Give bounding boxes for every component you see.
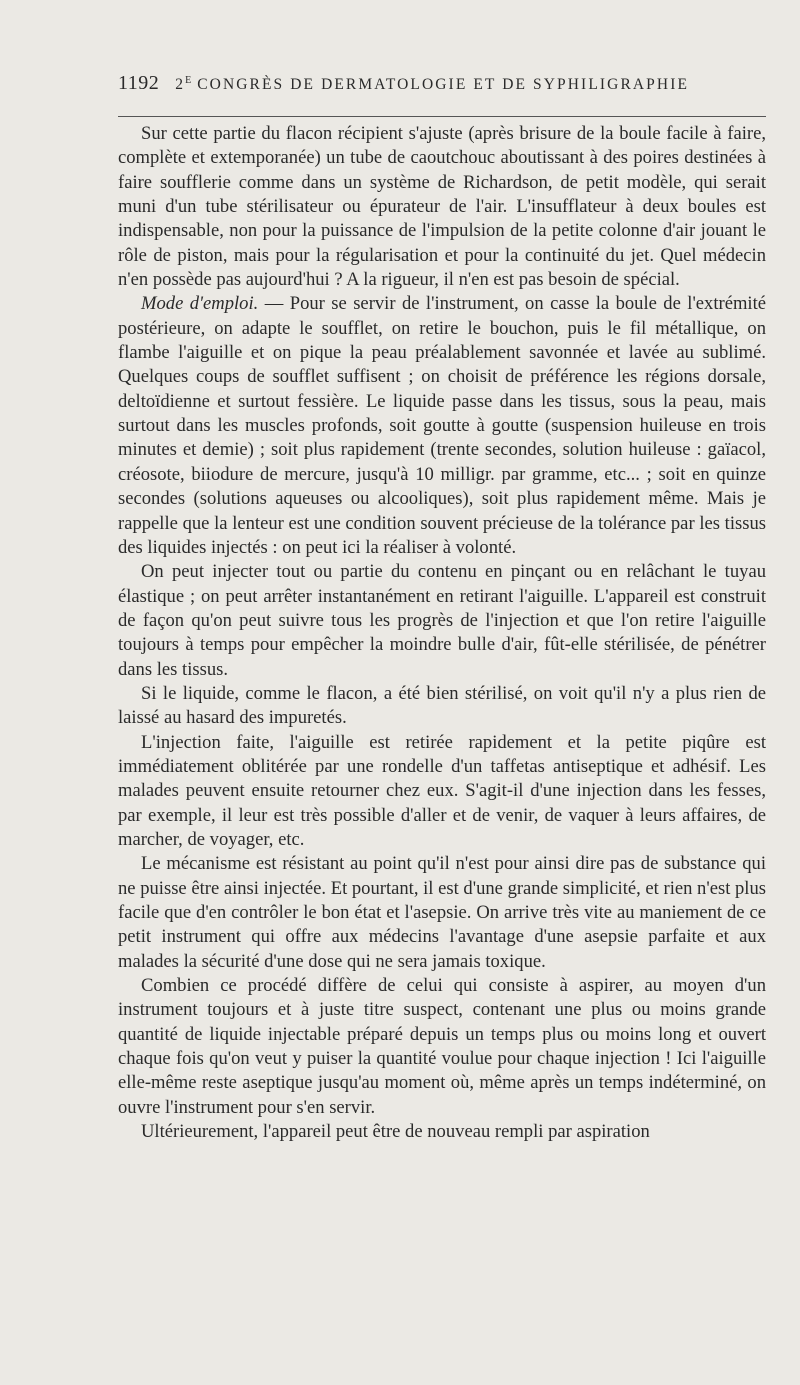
body-text: [118, 122, 766, 1144]
title-rest: CONGRÈS DE DERMATOLOGIE ET DE SYPHILIGRAPHIE: [191, 76, 690, 93]
running-title: [175, 75, 689, 94]
running-header: [118, 72, 768, 95]
header-rule: [118, 116, 766, 117]
paragraph-7: Combien ce procédé diffère de celui qui consiste à aspirer, au moyen d'un instrument toujours et à juste titre suspect, contenant une plus ou moins grande quantité de liquide injectable préparé depuis un temps plus ou moins long et ouvert chaque fois qu'on veut y puiser la quantité voulue pour chaque injection ! Ici l'aiguille elle-même reste aseptique jusqu'au moment où, même après un temps indéterminé, on ouvre l'instrument pour s'en servir.: [118, 975, 766, 1118]
paragraph-4: Si le liquide, comme le flacon, a été bien stérilisé, on voit qu'il n'y a plus rien de laissé au hasard des impuretés.: [118, 682, 766, 729]
page-number: 1192: [118, 72, 160, 94]
paragraph-3: On peut injecter tout ou partie du contenu en pinçant ou en relâchant le tuyau élastique ; on peut arrêter instantanément en retirant l'aiguille. L'appareil est construit de façon qu'on peut suivre tous les progrès de l'injection et que l'on retire l'aiguille toujours à temps pour empêcher la moindre bulle d'air, fût-elle stérilisée, de pénétrer dans les tissus.: [118, 561, 766, 680]
paragraph-1: Sur cette partie du flacon récipient s'ajuste (après brisure de la boule facile à faire, complète et extemporanée) un tube de caoutchouc aboutissant à des poires destinées à faire soufflerie comme dans un système de Richardson, de petit modèle, qui serait muni d'un tube stérilisateur ou épurateur de l'air. L'insufflateur à deux boules est indispensable, non pour la puissance de l'impulsion de la petite colonne d'air jouant le rôle de piston, mais pour la régularisation et pour la continuité du jet. Quel médecin n'en possède pas aujourd'hui ? A la rigueur, il n'en est pas besoin de spécial.: [118, 123, 766, 291]
paragraph-2: [118, 292, 766, 560]
paragraph-6: Le mécanisme est résistant au point qu'il n'est pour ainsi dire pas de substance qui ne puisse être ainsi injectée. Et pourtant, il est d'une grande simplicité, et rien n'est plus facile que d'en contrôler le bon état et l'asepsie. On arrive très vite au maniement de ce petit instrument qui offre aux médecins l'avantage d'une asepsie parfaite et aux malades la sécurité d'une dose qui ne sera jamais toxique.: [118, 853, 767, 972]
paragraph-8: Ultérieurement, l'appareil peut être de nouveau rempli par aspiration: [141, 1121, 650, 1143]
paragraph-2-text: — Pour se servir de l'instrument, on casse la boule de l'extrémité postérieure, on adapte le soufflet, on retire le bouchon, puis le fil métallique, on flambe l'aiguille et on pique la peau préalablement savonnée et lavée au sublimé. Quelques coups de soufflet suffisent ; on choisit de préférence les régions dorsale, deltoïdienne et surtout fessière. Le liquide passe dans les tissus, sous la peau, mais surtout dans les muscles profonds, soit goutte à goutte (suspension huileuse en trois minutes et demie) ; soit plus rapidement (trente secondes, solution huileuse : gaïacol, créosote, biiodure de mercure, jusqu'à 10 milligr. par gramme, etc... ; soit en quinze secondes (solutions aqueuses ou alcooliques), soit plus rapidement même. Mais je rappelle que la lenteur est une condition souvent précieuse de la tolérance par les tissus des liquides injectés : on peut ici la réaliser à volonté.: [118, 293, 766, 558]
title-ordinal-suffix: E: [185, 74, 192, 86]
paragraph-5: L'injection faite, l'aiguille est retirée rapidement et la petite piqûre est immédiatement oblitérée par une rondelle d'un taffetas antiseptique et adhésif. Les malades peuvent ensuite retourner chez eux. S'agit-il d'une injection dans les fesses, par exemple, il leur est très possible d'aller et de venir, de vaquer à leurs affaires, de marcher, de voyager, etc.: [118, 731, 766, 850]
title-ordinal: 2: [175, 76, 186, 93]
section-lead: Mode d'emploi.: [141, 293, 259, 315]
